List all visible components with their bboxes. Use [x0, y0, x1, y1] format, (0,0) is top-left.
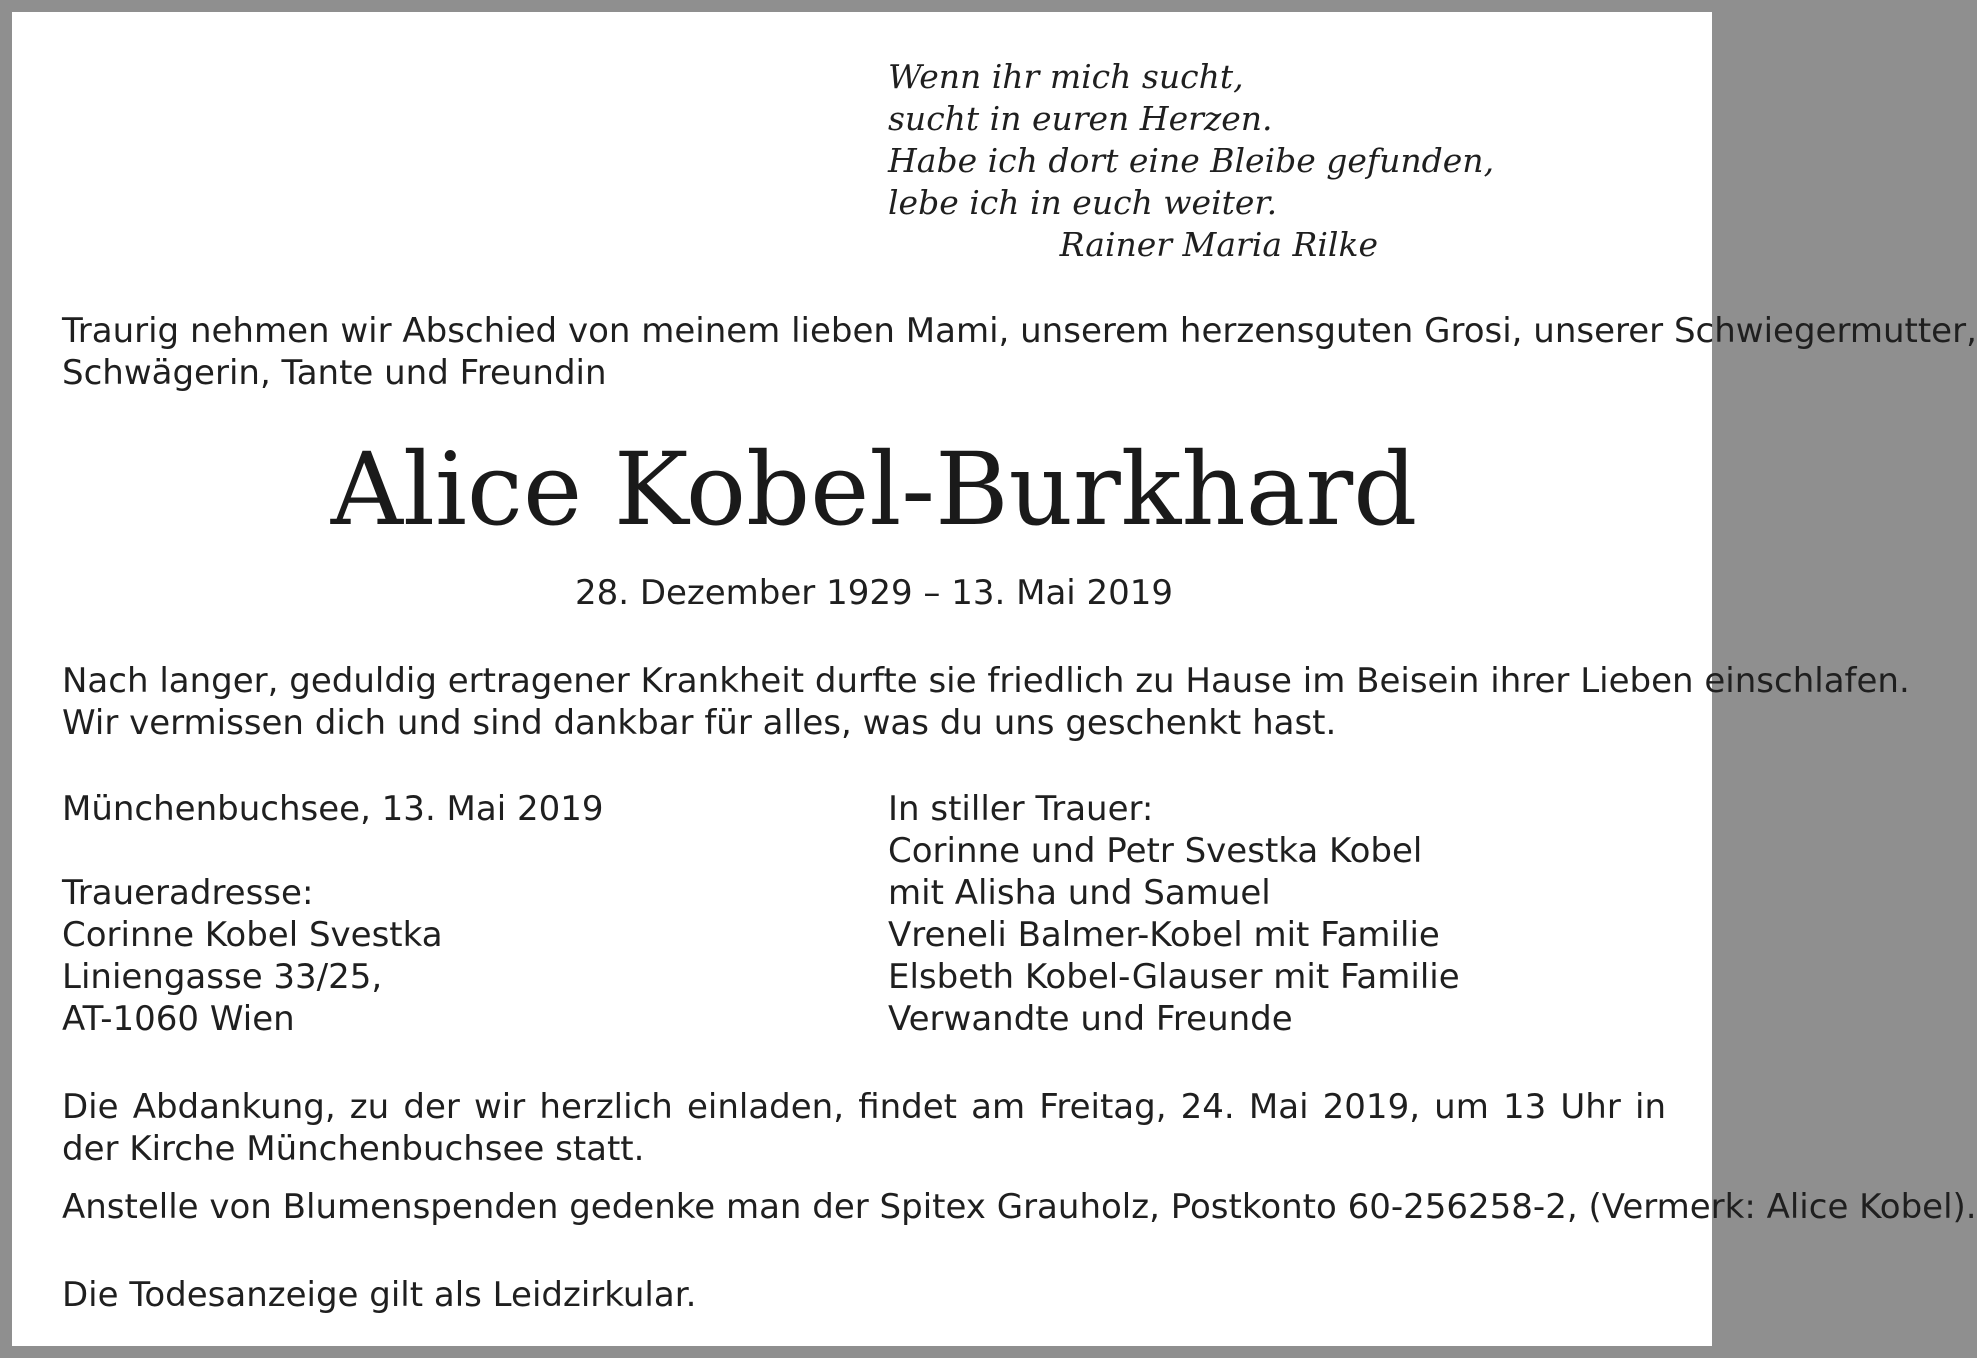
mourner-entry: Elsbeth Kobel-Glauser mit Familie — [888, 957, 1460, 997]
address-city: AT-1060 Wien — [62, 999, 295, 1039]
place-date: Münchenbuchsee, 13. Mai 2019 — [62, 789, 604, 829]
poem-line: Wenn ihr mich sucht, — [888, 57, 1244, 96]
mourner-entry: mit Alisha und Samuel — [888, 873, 1271, 913]
obituary-notice — [12, 12, 1977, 1346]
mourners-heading: In stiller Trauer: — [888, 789, 1154, 829]
poem-line: lebe ich in euch weiter. — [888, 183, 1278, 222]
life-dates: 28. Dezember 1929 – 13. Mai 2019 — [574, 573, 1174, 613]
message-line: Nach langer, geduldig ertragener Krankheit durfte sie friedlich zu Hause im Beisein ihrer Lieben einschlafen. — [62, 661, 1910, 701]
service-info: Die Abdankung, zu der wir herzlich einladen, findet am Freitag, 24. Mai 2019, um 13 Uhr in der Kirche Münchenbuchsee statt. — [62, 1087, 1666, 1169]
intro-text — [62, 310, 1977, 394]
mourner-entry: Verwandte und Freunde — [888, 999, 1293, 1039]
poem-author: Rainer Maria Rilke — [1059, 225, 1378, 264]
intro-line: Traurig nehmen wir Abschied von meinem lieben Mami, unserem herzensguten Grosi, unserer Schwiegermutter, — [62, 311, 1977, 351]
poem-line: Habe ich dort eine Bleibe gefunden, — [888, 141, 1495, 180]
deceased-name: Alice Kobel-Burkhard — [330, 431, 1418, 548]
mourner-entry: Vreneli Balmer-Kobel mit Familie — [888, 915, 1440, 955]
mourners-list — [888, 788, 1460, 1040]
farewell-message — [62, 660, 1910, 744]
place-and-address — [62, 788, 604, 1040]
address-street: Liniengasse 33/25, — [62, 957, 383, 997]
poem-line: sucht in euren Herzen. — [888, 99, 1273, 138]
poem-quote — [888, 56, 1494, 266]
spacer — [62, 830, 604, 872]
address-name: Corinne Kobel Svestka — [62, 915, 443, 955]
closing-note: Die Todesanzeige gilt als Leidzirkular. — [62, 1275, 697, 1315]
message-line: Wir vermissen dich und sind dankbar für alles, was du uns geschenkt hast. — [62, 703, 1337, 743]
address-heading: Traueradresse: — [62, 873, 314, 913]
intro-line: Schwägerin, Tante und Freundin — [62, 353, 607, 393]
donation-info: Anstelle von Blumenspenden gedenke man der Spitex Grauholz, Postkonto 60-256258-2, (Vermerk: Alice Kobel). — [62, 1187, 1977, 1227]
mourner-entry: Corinne und Petr Svestka Kobel — [888, 831, 1423, 871]
